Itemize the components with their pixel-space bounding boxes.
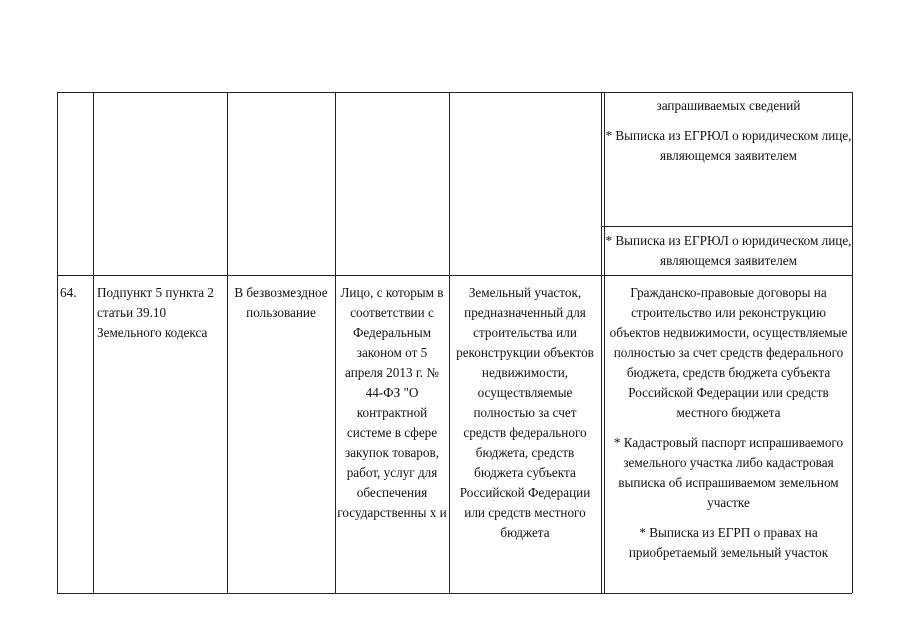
col-divider-3 <box>335 92 336 593</box>
table-bottom-border <box>57 593 852 594</box>
applicant-cell: Лицо, с которым в соответствии с Федеральным законом от 5 апреля 2013 г. № 44-ФЗ "О контрактной системе в сфере закупок товаров, работ, услуг для обеспечения государственны х и <box>337 285 447 520</box>
document-text: * Кадастровый паспорт испрашиваемого земельного участка либо кадастровая выписка об испрашиваемом земельном участке <box>613 435 844 510</box>
documents-cell <box>605 283 852 563</box>
legal-basis-cell: Подпункт 5 пункта 2 статьи 39.10 Земельного кодекса <box>97 285 214 340</box>
document-text: запрашиваемых сведений <box>656 98 801 113</box>
row-divider <box>57 275 852 276</box>
document-text: Гражданско-правовые договоры на строительство или реконструкцию объектов недвижимости, осуществляемые полностью за счет средств федерального бюджета, средств бюджета субъекта Российской Федерации или средств местного бюджета <box>609 285 848 420</box>
col-divider-5 <box>601 92 602 593</box>
document-text: * Выписка из ЕГРП о правах на приобретаемый земельный участок <box>628 525 829 560</box>
table-top-border <box>57 92 852 93</box>
col-divider-1 <box>93 92 94 593</box>
land-purpose-cell: Земельный участок, предназначенный для строительства или реконструкции объектов недвижимости, осуществляемые полностью за счет средств федерального бюджета, средств бюджета субъекта Российской Федерации или средств местного бюджета <box>456 285 594 540</box>
row-number: 64. <box>60 285 77 300</box>
continuation-documents-cell <box>605 96 852 166</box>
table-left-border <box>57 92 58 593</box>
right-type-cell: В безвозмездное пользование <box>234 285 328 320</box>
continuation-documents-cell-bottom <box>605 231 852 271</box>
table-right-border <box>852 92 853 593</box>
document-text: * Выписка из ЕГРЮЛ о юридическом лице, являющемся заявителем <box>605 128 852 163</box>
col-divider-2 <box>227 92 228 593</box>
col-divider-4 <box>449 92 450 593</box>
subrow-divider <box>602 226 852 227</box>
document-text: * Выписка из ЕГРЮЛ о юридическом лице, являющемся заявителем <box>605 233 852 268</box>
